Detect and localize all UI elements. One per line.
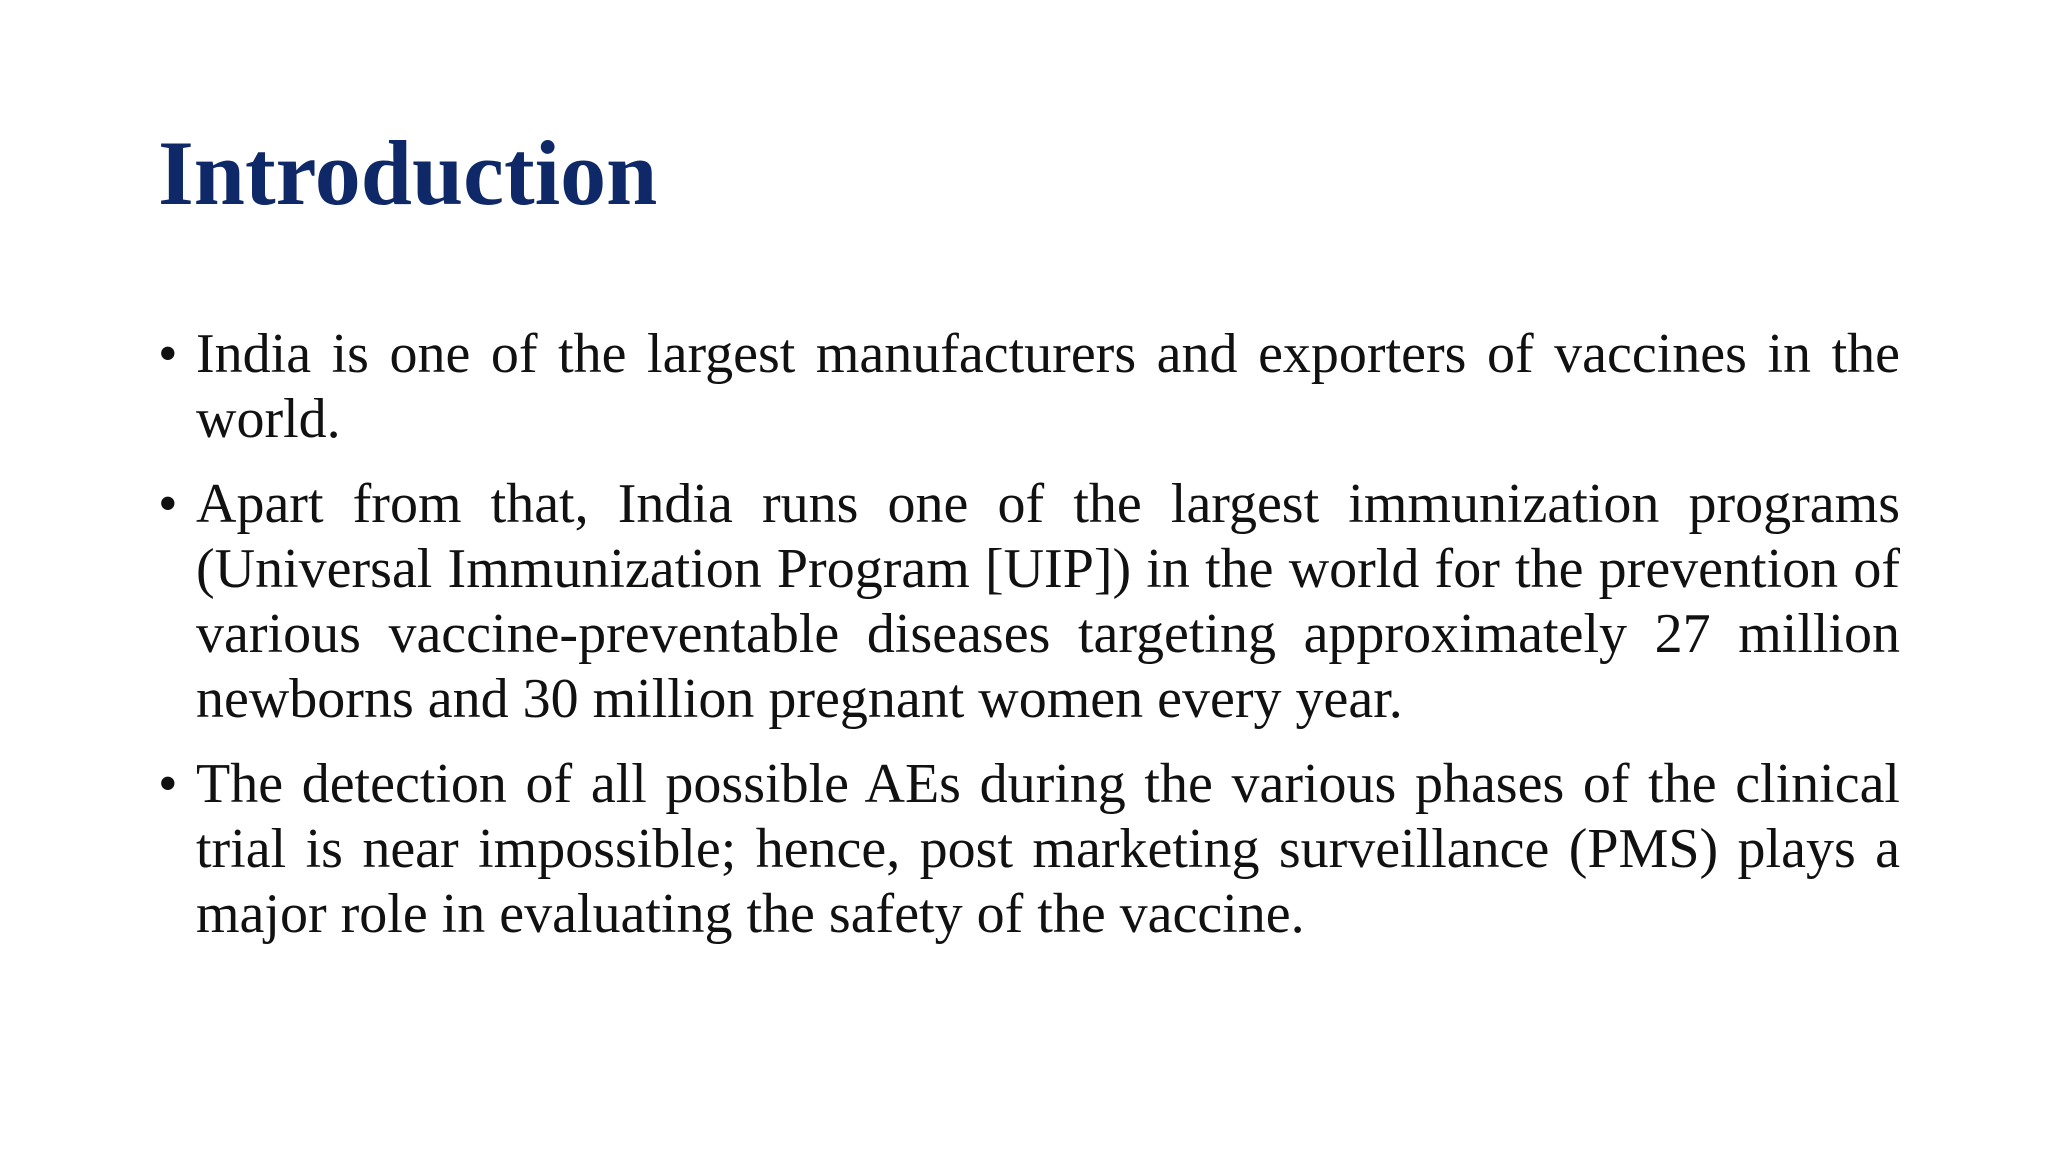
bullet-marker: • [158,753,178,815]
bullet-list [158,322,1900,967]
bullet-item [158,322,1900,452]
bullet-marker: • [158,323,178,385]
slide-title: Introduction [158,122,658,224]
bullet-text: The detection of all possible AEs during the various phases of the clinical trial is near impossible; hence, post marketing surveillance (PMS) plays a major role in evaluating the safety of the vaccine. [196,753,1900,945]
bullet-item [158,752,1900,947]
bullet-text: India is one of the largest manufacturers and exporters of vaccines in the world. [196,323,1900,450]
bullet-text: Apart from that, India runs one of the largest immunization programs (Universal Immunization Program [UIP]) in the world for the prevention of various vaccine-preventable diseases targeting approximately 27 million newborns and 30 million pregnant women every year. [196,473,1900,730]
bullet-item [158,472,1900,732]
bullet-marker: • [158,473,178,535]
